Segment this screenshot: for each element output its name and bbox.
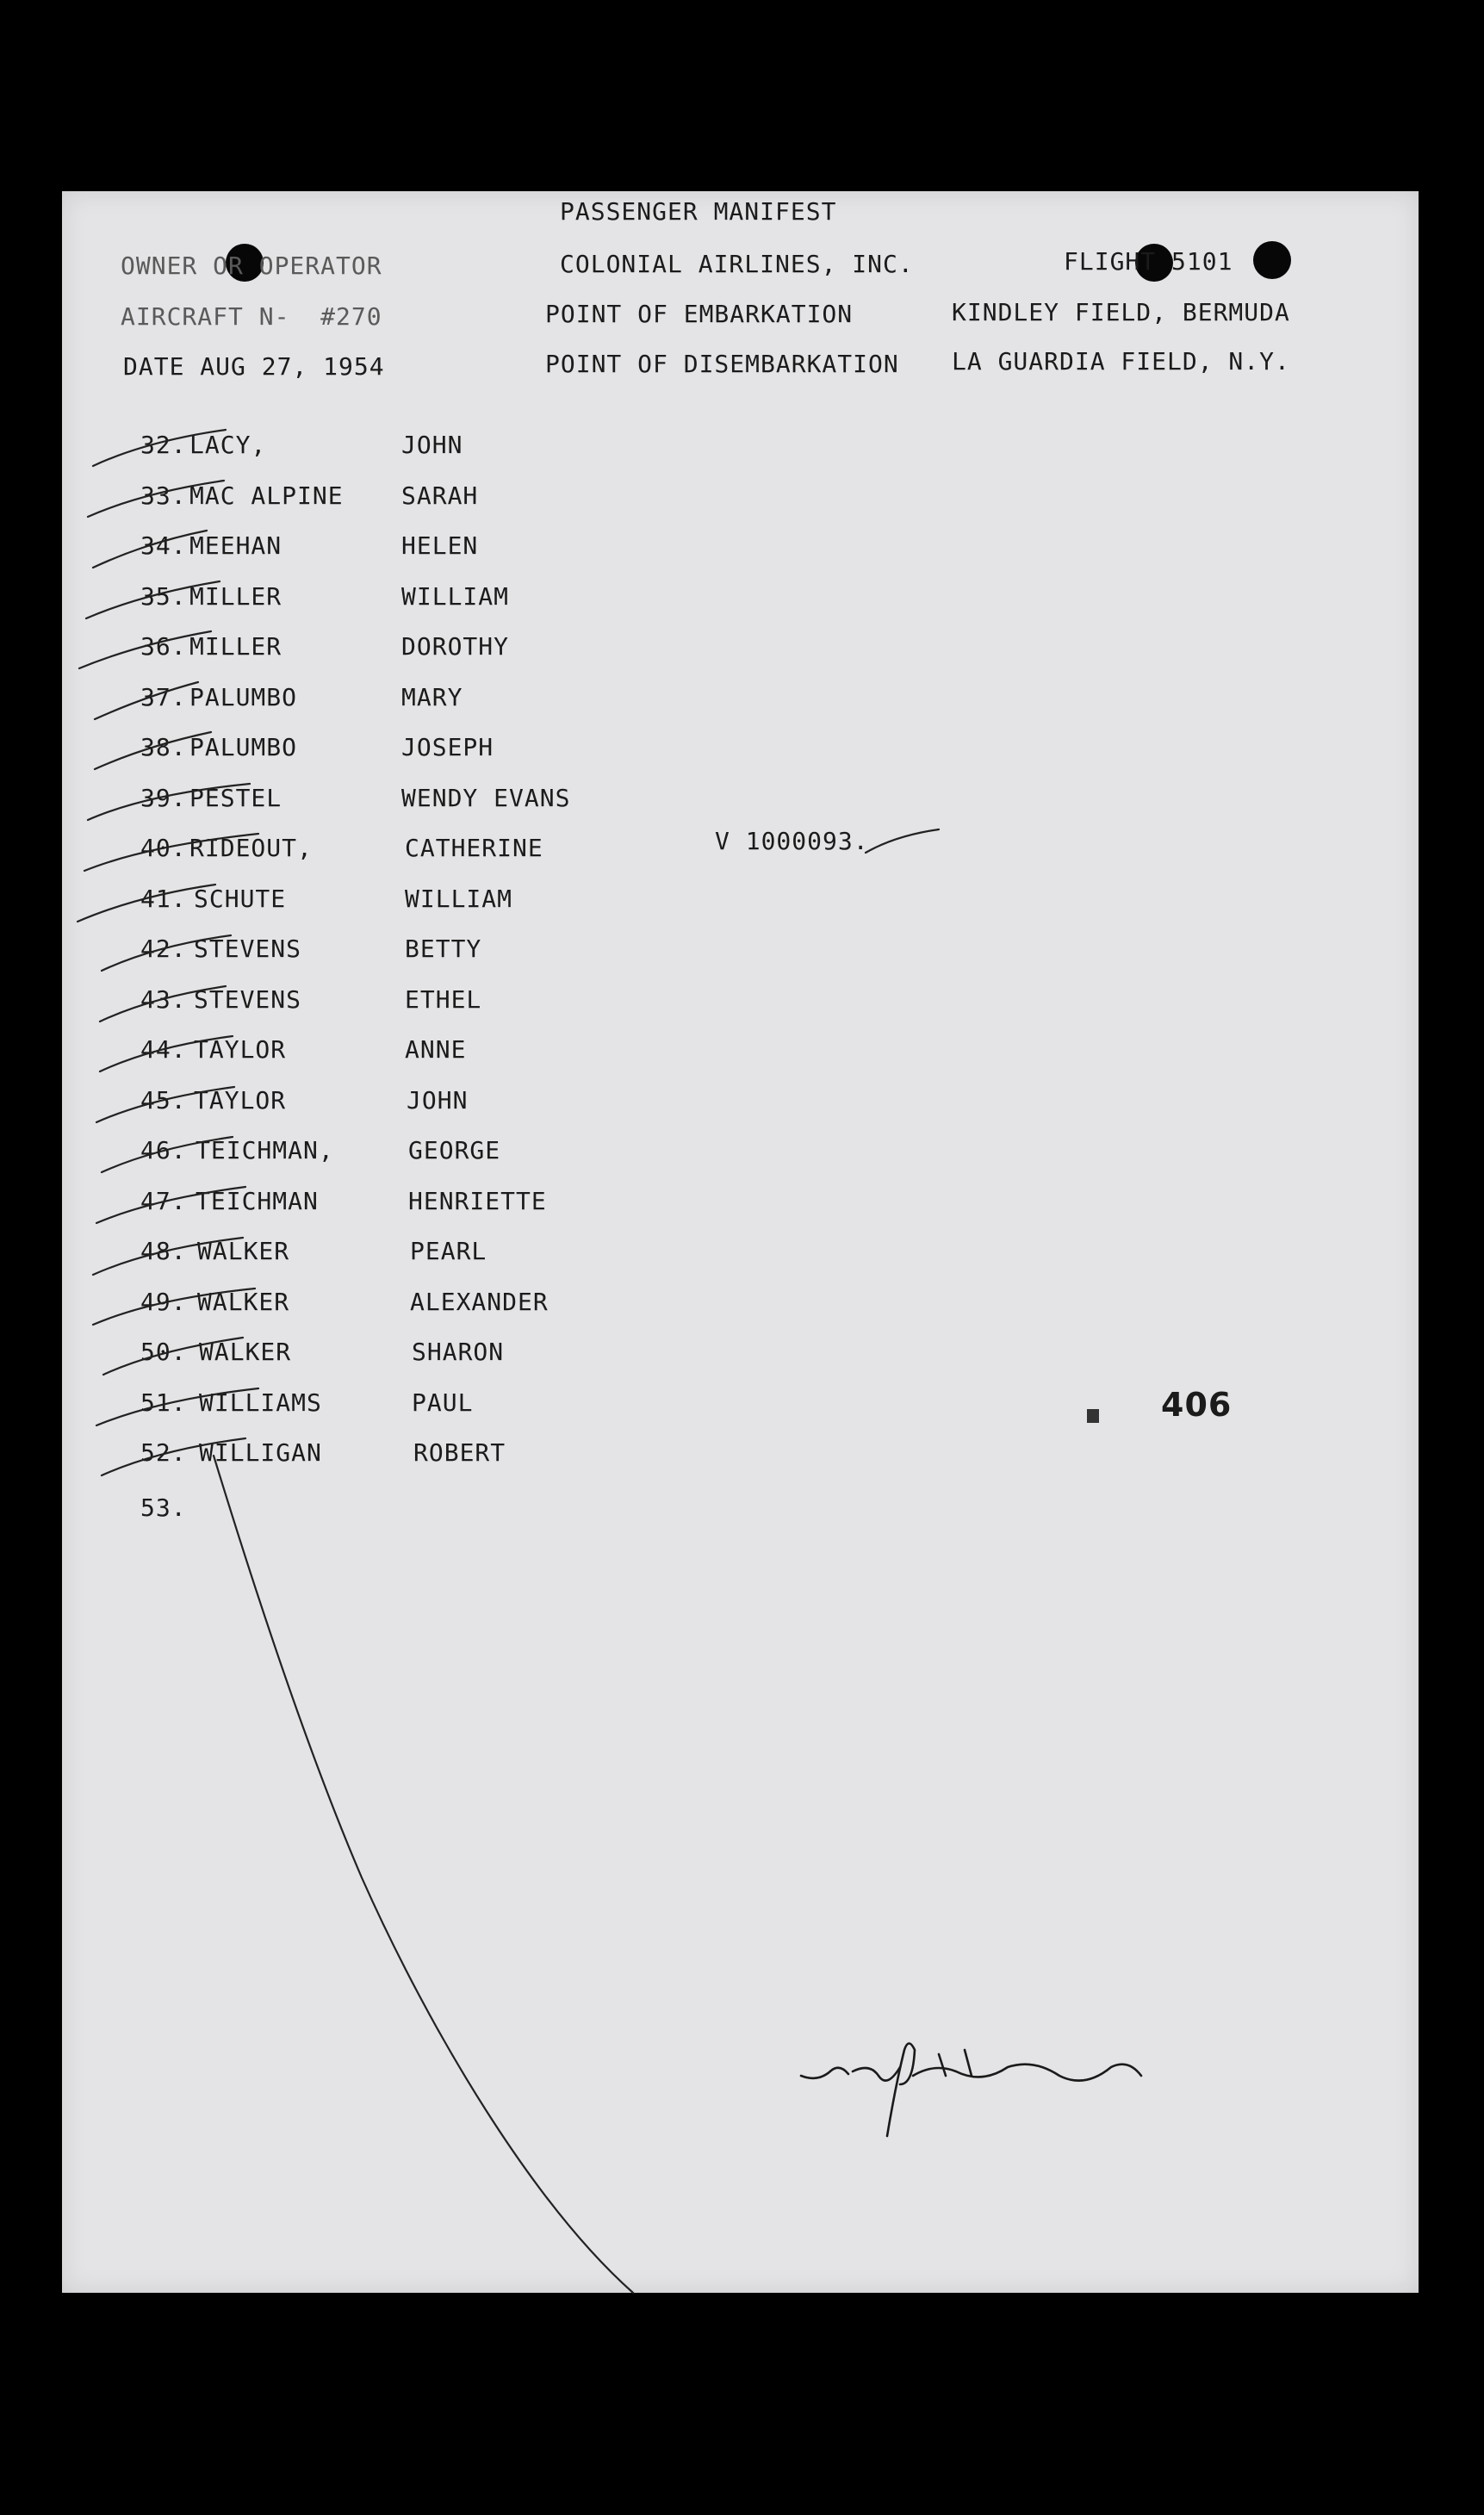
embarkation-label: POINT OF EMBARKATION [545, 300, 854, 328]
embarkation-place: KINDLEY FIELD, BERMUDA [952, 298, 1290, 326]
passenger-number: 38. [140, 733, 187, 761]
passenger-given-name: ETHEL [405, 985, 482, 1014]
passenger-given-name: SARAH [401, 481, 479, 510]
passenger-number: 48. [140, 1237, 187, 1265]
passenger-given-name: WENDY EVANS [401, 784, 571, 812]
passenger-surname: STEVENS [194, 985, 302, 1014]
passenger-surname: SCHUTE [194, 885, 287, 913]
punch-hole [1253, 241, 1291, 279]
passenger-given-name: WILLIAM [405, 885, 513, 913]
passenger-number: 39. [140, 784, 187, 812]
passenger-number: 32. [140, 431, 187, 459]
passenger-given-name: SHARON [412, 1338, 505, 1366]
owner-operator-label: OWNER OR OPERATOR [121, 251, 382, 280]
passenger-number: 34. [140, 531, 187, 560]
passenger-given-name: CATHERINE [405, 834, 543, 862]
passenger-given-name: GEORGE [408, 1136, 501, 1164]
stamp-mark [1087, 1409, 1099, 1423]
airline-name: COLONIAL AIRLINES, INC. [560, 250, 914, 278]
passenger-given-name: JOSEPH [401, 733, 494, 761]
passenger-number: 52. [140, 1438, 187, 1467]
passenger-given-name: JOHN [401, 431, 463, 459]
passenger-note: V 1000093. [715, 827, 869, 855]
passenger-number: 50. [140, 1338, 187, 1366]
passenger-surname: WILLIAMS [199, 1388, 322, 1417]
passenger-given-name: ROBERT [413, 1438, 506, 1467]
passenger-number: 51. [140, 1388, 187, 1417]
stamp-number: 406 [1161, 1386, 1233, 1424]
passenger-number: 45. [140, 1086, 187, 1115]
passenger-surname: LACY, [189, 431, 267, 459]
passenger-given-name: HENRIETTE [408, 1187, 547, 1215]
passenger-surname: MILLER [189, 582, 283, 611]
passenger-number: 43. [140, 985, 187, 1014]
passenger-number: 42. [140, 935, 187, 963]
passenger-given-name: JOHN [407, 1086, 469, 1115]
passenger-surname: PALUMBO [189, 683, 298, 711]
passenger-number: 33. [140, 481, 187, 510]
passenger-given-name: WILLIAM [401, 582, 510, 611]
passenger-given-name: PAUL [412, 1388, 474, 1417]
passenger-surname: MEEHAN [189, 531, 283, 560]
passenger-surname: WALKER [197, 1288, 290, 1316]
passenger-number: 37. [140, 683, 187, 711]
passenger-surname: RIDEOUT, [189, 834, 313, 862]
passenger-surname: TAYLOR [194, 1086, 287, 1115]
passenger-number: 53. [140, 1493, 187, 1522]
aircraft-number: AIRCRAFT N- #270 [121, 302, 382, 331]
passenger-given-name: DOROTHY [401, 632, 510, 661]
passenger-number: 41. [140, 885, 187, 913]
passenger-number: 49. [140, 1288, 187, 1316]
passenger-given-name: HELEN [401, 531, 479, 560]
passenger-given-name: ALEXANDER [410, 1288, 549, 1316]
passenger-given-name: ANNE [405, 1035, 467, 1064]
passenger-given-name: BETTY [405, 935, 482, 963]
passenger-given-name: MARY [401, 683, 463, 711]
passenger-surname: MAC ALPINE [189, 481, 344, 510]
passenger-number: 46. [140, 1136, 187, 1164]
passenger-surname: WILLIGAN [199, 1438, 322, 1467]
manifest-title: PASSENGER MANIFEST [560, 197, 837, 226]
manifest-date: DATE AUG 27, 1954 [123, 352, 385, 381]
passenger-given-name: PEARL [410, 1237, 487, 1265]
disembarkation-label: POINT OF DISEMBARKATION [545, 350, 899, 378]
passenger-surname: PESTEL [189, 784, 283, 812]
passenger-number: 40. [140, 834, 187, 862]
passenger-surname: TEICHMAN, [196, 1136, 334, 1164]
passenger-number: 44. [140, 1035, 187, 1064]
passenger-surname: TAYLOR [194, 1035, 287, 1064]
passenger-surname: PALUMBO [189, 733, 298, 761]
disembarkation-place: LA GUARDIA FIELD, N.Y. [952, 347, 1290, 376]
passenger-number: 35. [140, 582, 187, 611]
passenger-surname: TEICHMAN [196, 1187, 319, 1215]
passenger-surname: MILLER [189, 632, 283, 661]
passenger-number: 36. [140, 632, 187, 661]
passenger-surname: WALKER [199, 1338, 292, 1366]
flight-number: FLIGHT 5101 [1064, 247, 1233, 276]
passenger-number: 47. [140, 1187, 187, 1215]
passenger-surname: STEVENS [194, 935, 302, 963]
passenger-surname: WALKER [197, 1237, 290, 1265]
